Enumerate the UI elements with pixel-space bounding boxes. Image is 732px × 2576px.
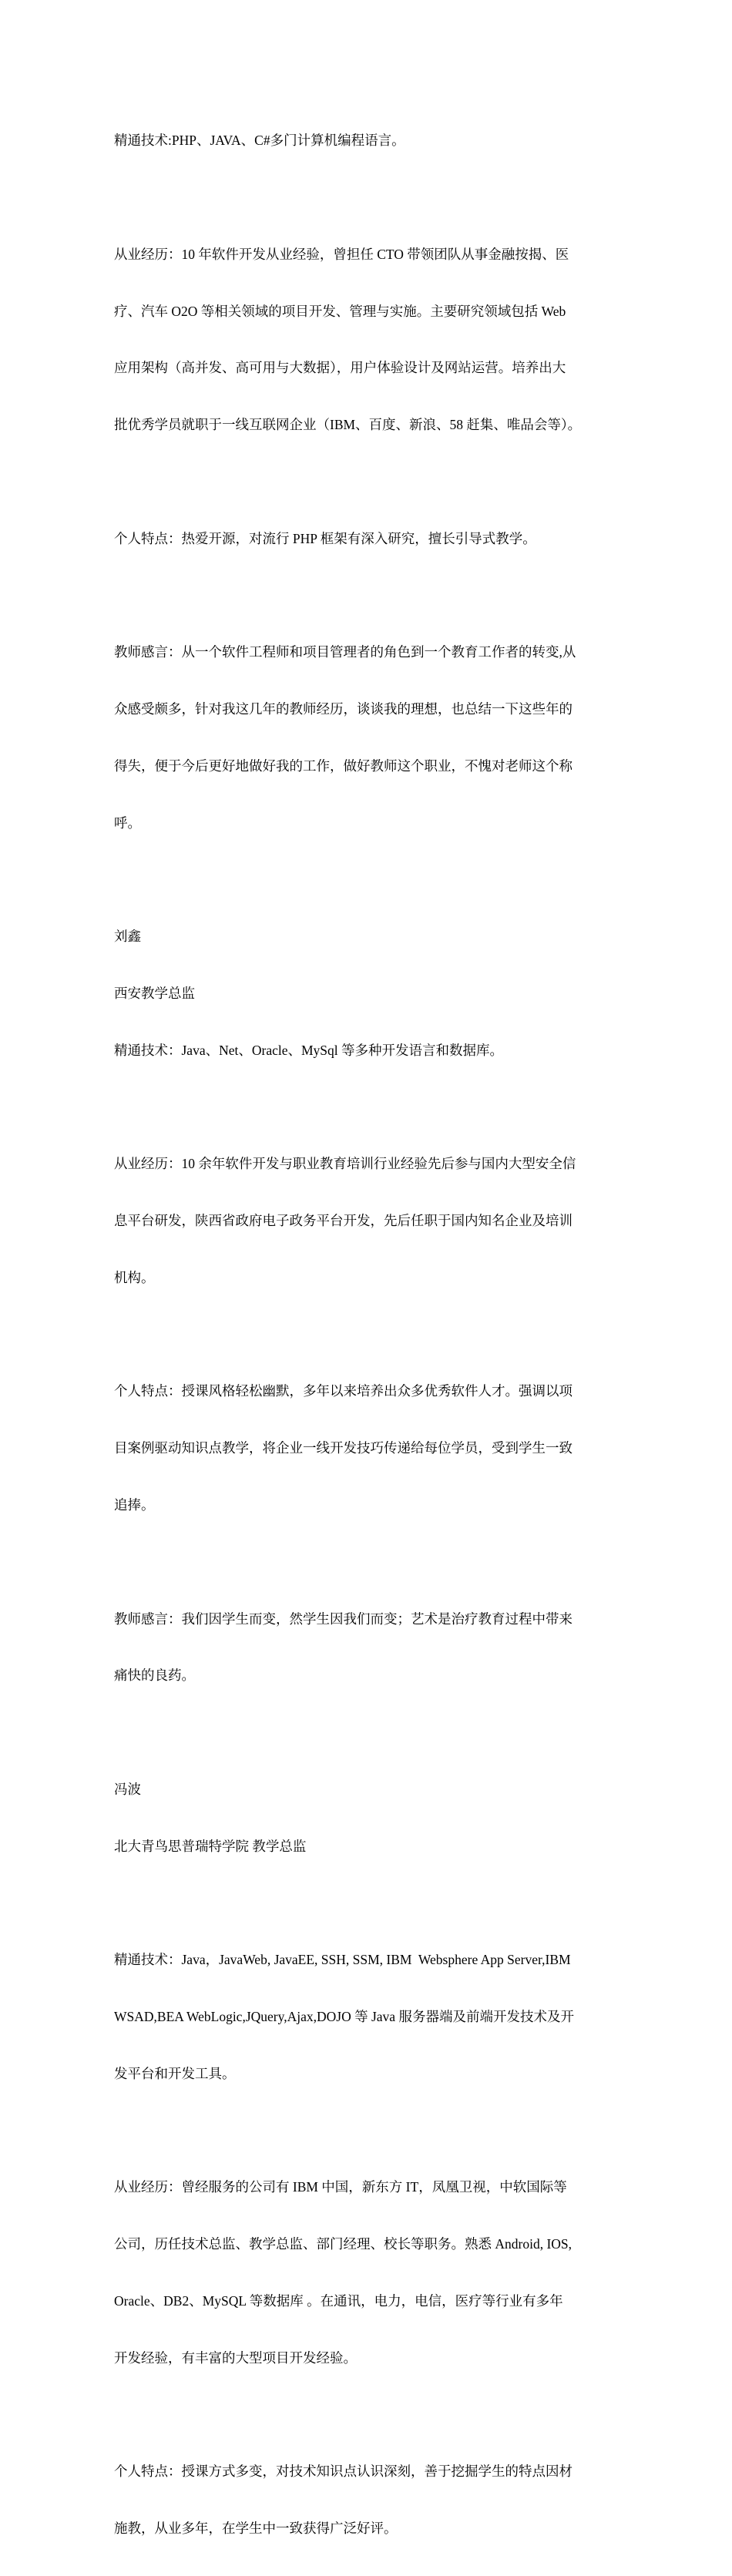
- teacher2-motto-line: 痛快的良药。: [114, 1668, 195, 1684]
- teacher1-experience: [114, 207, 623, 472]
- teacher3-skills-line: 发平台和开发工具。: [114, 2065, 236, 2081]
- teacher2-traits-line: 目案例驱动知识点教学，将企业一线开发技巧传递给每位学员，受到学生一致: [114, 1440, 573, 1456]
- teacher3-traits-line: 个人特点：授课方式多变，对技术知识点认识深刻，善于挖掘学生的特点因材: [114, 2463, 573, 2480]
- teacher2-experience: [114, 1117, 623, 1325]
- teacher2-skills: 精通技术：Java、Net、Oracle、MySql 等多种开发语言和数据库。: [114, 1042, 504, 1058]
- teacher3-experience-line: 公司，历任技术总监、教学总监、部门经理、校长等职务。熟悉 Android, IOS,: [114, 2236, 573, 2252]
- teacher2-header: [114, 889, 623, 1098]
- teacher2-motto-line: 教师感言：我们因学生而变，然学生因我们而变；艺术是治疗教育过程中带来: [114, 1610, 573, 1627]
- teacher1-motto-line: 众感受颇多，针对我这几年的教师经历，谈谈我的理想，也总结一下这些年的: [114, 701, 573, 717]
- teacher1-motto-line: 教师感言：从一个软件工程师和项目管理者的角色到一个教育工作者的转变,从: [114, 644, 576, 660]
- teacher3-traits-line: 施教，从业多年，在学生中一致获得广泛好评。: [114, 2521, 398, 2536]
- teacher1-traits: [114, 491, 623, 586]
- teacher1-experience-line: 疗、汽车 O2O 等相关领域的项目开发、管理与实施。主要研究领域包括 Web: [114, 303, 566, 319]
- teacher2-traits: [114, 1344, 623, 1553]
- document-page: [114, 93, 623, 2576]
- teacher1-motto-line: 得失，便于今后更好地做好我的工作，做好教师这个职业，不愧对老师这个称: [114, 757, 573, 774]
- teacher3-experience-line: 开发经验，有丰富的大型项目开发经验。: [114, 2349, 357, 2366]
- teacher3-traits: [114, 2424, 623, 2576]
- teacher1-experience-line: 批优秀学员就职于一线互联网企业（IBM、百度、新浪、58 赶集、唯品会等）。: [114, 417, 582, 433]
- teacher3-title: 北大青鸟思普瑞特学院 教学总监: [114, 1838, 307, 1854]
- teacher1-motto: [114, 605, 623, 870]
- teacher1-motto-line: 呼。: [114, 814, 141, 831]
- teacher2-traits-line: 追捧。: [114, 1496, 155, 1513]
- teacher2-name: 刘鑫: [114, 929, 141, 945]
- teacher3-name: 冯波: [114, 1781, 141, 1797]
- teacher2-experience-line: 机构。: [114, 1269, 155, 1285]
- teacher1-skills-line: 精通技术:PHP、JAVA、C#多门计算机编程语言。: [114, 133, 405, 149]
- teacher3-experience-line: Oracle、DB2、MySQL 等数据库 。在通讯，电力，电信，医疗等行业有多年: [114, 2292, 563, 2309]
- teacher1-experience-line: 从业经历：10 年软件开发从业经验，曾担任 CTO 带领团队从事金融按揭、医: [114, 246, 569, 262]
- teacher3-skills-line: 精通技术：Java，JavaWeb, JavaEE, SSH, SSM, IBM Websphere App Server,IBM: [114, 1952, 571, 1968]
- teacher3-experience-line: 从业经历：曾经服务的公司有 IBM 中国，新东方 IT，凤凰卫视，中软国际等: [114, 2179, 567, 2195]
- teacher3-header: [114, 1742, 623, 1894]
- teacher2-title: 西安教学总监: [114, 985, 195, 1001]
- teacher1-skills: [114, 93, 623, 188]
- teacher1-traits-line: 个人特点：热爱开源，对流行 PHP 框架有深入研究，擅长引导式教学。: [114, 530, 536, 546]
- teacher2-experience-line: 息平台研发，陕西省政府电子政务平台开发，先后任职于国内知名企业及培训: [114, 1213, 573, 1229]
- teacher3-skills: [114, 1913, 623, 2121]
- teacher2-motto: [114, 1571, 623, 1723]
- teacher2-traits-line: 个人特点：授课风格轻松幽默，多年以来培养出众多优秀软件人才。强调以项: [114, 1383, 573, 1399]
- teacher1-experience-line: 应用架构（高并发、高可用与大数据），用户体验设计及网站运营。培养出大: [114, 360, 566, 376]
- teacher3-experience: [114, 2140, 623, 2405]
- teacher2-experience-line: 从业经历：10 余年软件开发与职业教育培训行业经验先后参与国内大型安全信: [114, 1156, 576, 1172]
- teacher3-skills-line: WSAD,BEA WebLogic,JQuery,Ajax,DOJO 等 Java 服务器端及前端开发技术及开: [114, 2008, 574, 2024]
